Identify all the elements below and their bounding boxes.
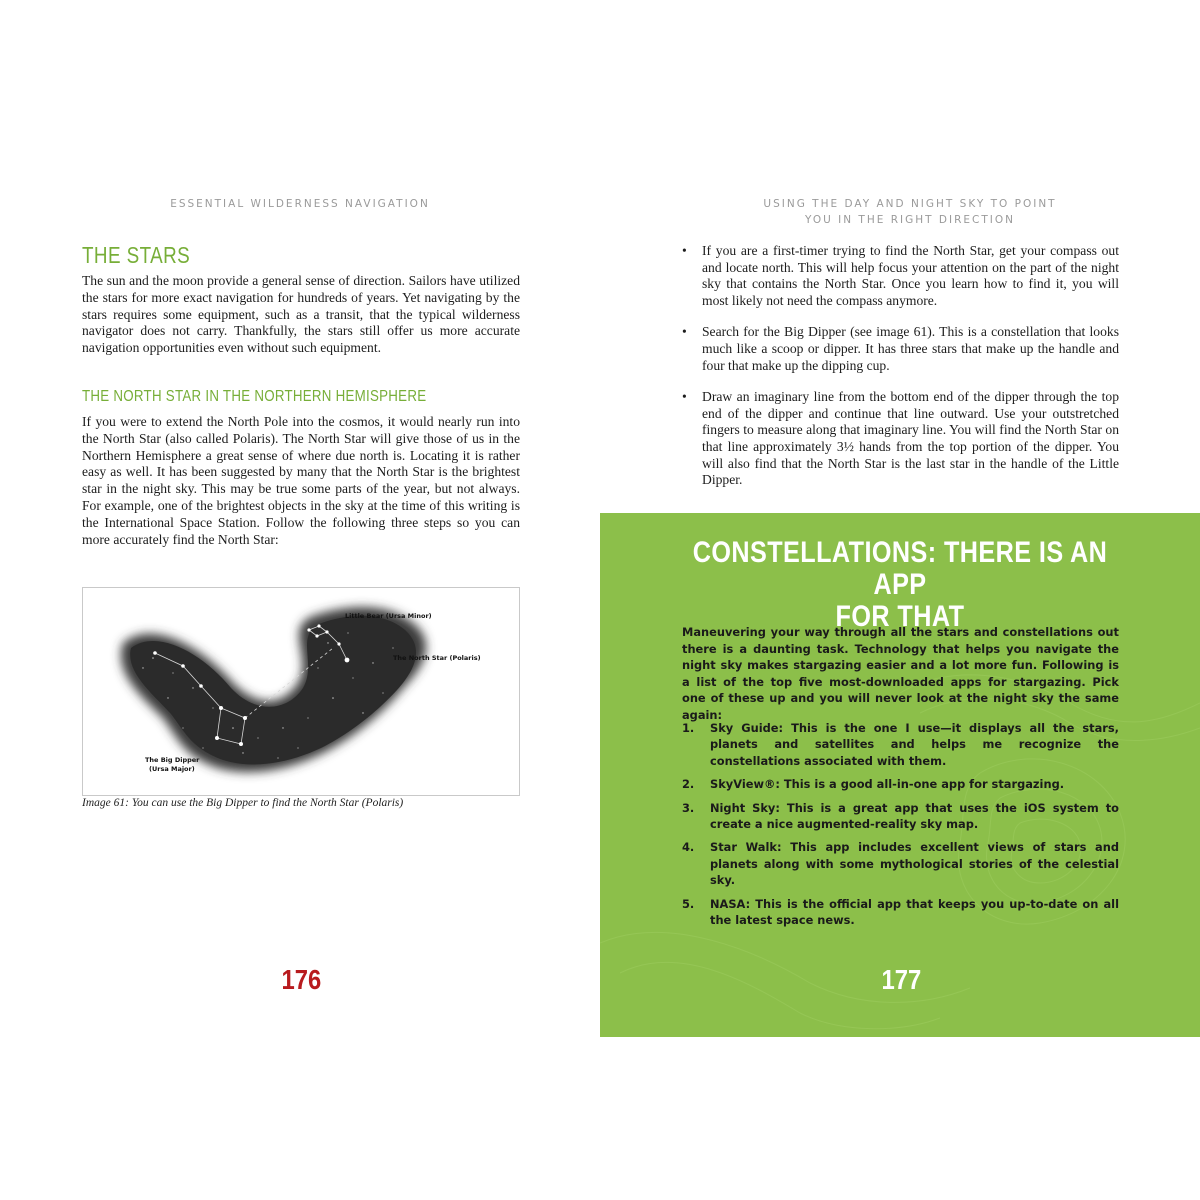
list-item-text: Sky Guide: This is the one I use—it displays all the stars, planets and satellites and helps me recognize the constellations associated with them. <box>710 721 1119 768</box>
steps-list <box>682 243 1119 504</box>
list-number: 5. <box>682 896 695 911</box>
list-item-text: NASA: This is the official app that keeps you up-to-date on all the latest space news. <box>710 896 1119 928</box>
list-item-text: Night Sky: This is a great app that uses the iOS system to create a nice augmented-reality sky map. <box>710 800 1119 832</box>
bullet-dot: • <box>682 243 687 258</box>
running-head: ESSENTIAL WILDERNESS NAVIGATION <box>170 198 430 210</box>
intro-paragraph: The sun and the moon provide a general sense of direction. Sailors have utilized the stars for more exact navigation for hundreds of years. Yet navigating by the stars requires some equipment, such as a transit, that the typical wilderness navigator does not carry. Thankfully, the stars still offer us more accurate navigation opportunities even without such equipment. <box>82 273 520 356</box>
star-map-figure <box>82 587 520 796</box>
page-number: 176 <box>281 964 322 995</box>
sidebar-intro: Maneuvering your way through all the stars and constellations out there is a daunting task. Technology that helps you navigate the night sky makes stargazing easier and a lot more fun. Following is a list of the top five most-downloaded apps for stargazing. Pick one of these up and you will never look at the night sky the same again: <box>682 625 1119 722</box>
ursa-major-label: (Ursa Major) <box>149 765 195 773</box>
sidebar-title <box>682 537 1119 633</box>
list-item <box>682 243 1119 309</box>
list-item <box>682 776 1119 792</box>
section-heading: THE STARS <box>82 242 191 268</box>
list-item-text: Star Walk: This app includes excellent views of stars and planets along with some mythological stories of the celestial sky. <box>710 840 1119 888</box>
list-item <box>682 324 1119 374</box>
page-number: 177 <box>881 964 922 995</box>
list-number: 1. <box>682 721 695 735</box>
sidebar-title-line-2: FOR THAT <box>835 600 965 633</box>
running-head-line-1: USING THE DAY AND NIGHT SKY TO POINT <box>763 198 1057 210</box>
list-number: 2. <box>682 777 695 792</box>
list-item <box>682 720 1119 769</box>
running-head-line-2: YOU IN THE RIGHT DIRECTION <box>805 214 1015 226</box>
list-item-text: Search for the Big Dipper (see image 61). This is a constellation that looks much like a scoop or dipper. It has three stars that make up the handle and four that make up the dipping cup. <box>702 324 1119 373</box>
sidebar-title-line-1: CONSTELLATIONS: THERE IS AN APP <box>692 536 1108 601</box>
list-item <box>682 389 1119 489</box>
list-item-text: SkyView®: This is a good all-in-one app for stargazing. <box>710 777 1065 792</box>
north-star-label: The North Star (Polaris) <box>393 654 481 662</box>
list-number: 3. <box>682 800 695 815</box>
body-paragraph: If you were to extend the North Pole into the cosmos, it would nearly run into the North Star (also called Polaris). The North Star will give those of us in the Northern Hemisphere a great sense of where due north is. Locating it is rather easy as well. It has been suggested by many that the North Star is the brightest star in the night sky. This may be true some parts of the year, but not always. For example, one of the brightest objects in the sky at the time of this writing is the International Space Station. Follow the following three steps so you can more accurately find the North Star: <box>82 414 520 547</box>
big-dipper-label: The Big Dipper <box>145 756 200 764</box>
list-item <box>682 896 1119 929</box>
running-head <box>720 196 1100 228</box>
little-dipper-label: Little Bear (Ursa Minor) <box>345 612 432 620</box>
right-page <box>600 0 1200 1200</box>
figure-caption: Image 61: You can use the Big Dipper to find the North Star (Polaris) <box>82 797 404 809</box>
sidebar-box <box>600 513 1200 1037</box>
subsection-heading: THE NORTH STAR IN THE NORTHERN HEMISPHERE <box>82 388 427 405</box>
list-item <box>682 839 1119 888</box>
bullet-dot: • <box>682 324 687 340</box>
list-item-text: If you are a first-timer trying to find the North Star, get your compass out and locate north. This will help focus your attention on the part of the night sky that contains the North Star. Once you learn how to find it, you will most likely not need the compass anymore. <box>702 243 1119 308</box>
list-item <box>682 800 1119 833</box>
list-number: 4. <box>682 840 695 855</box>
apps-list <box>682 720 1119 935</box>
bullet-dot: • <box>682 389 687 405</box>
list-item-text: Draw an imaginary line from the bottom end of the dipper through the top end of the dipper and continue that line outward. Use your outstretched fingers to measure along that imaginary line. You will find the North Star on that line approximately 3½ hands from the top portion of the dipper. You will also find that the North Star is the last star in the handle of the Little Dipper. <box>702 389 1119 488</box>
